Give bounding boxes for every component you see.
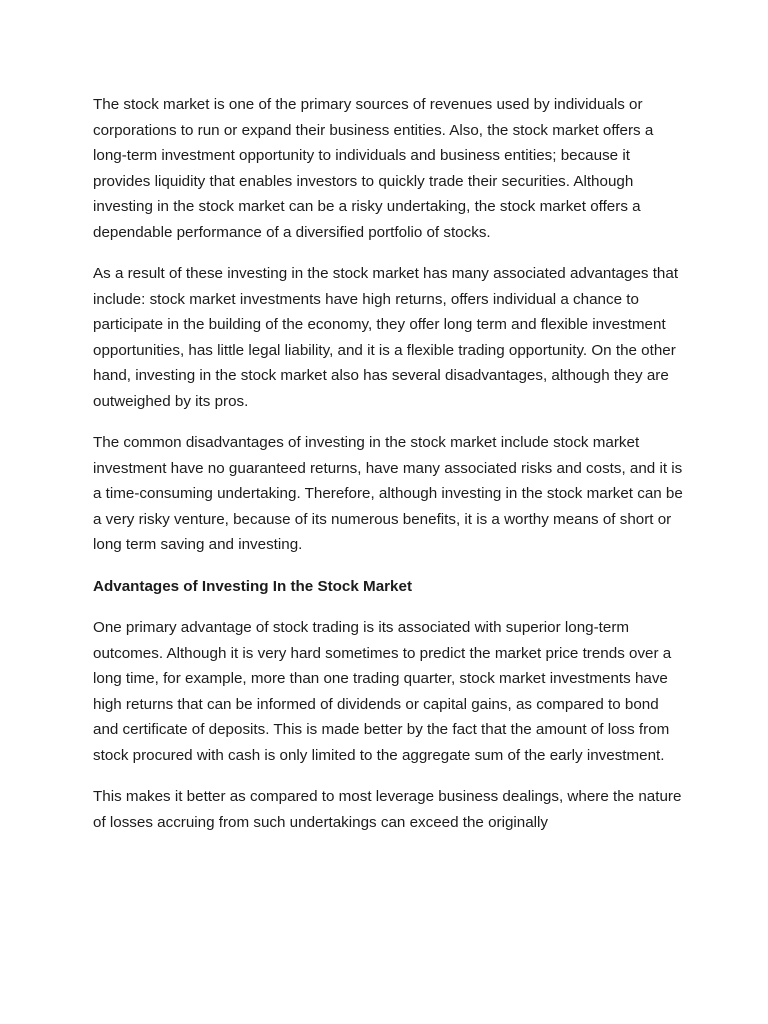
intro-paragraph-1: The stock market is one of the primary sources of revenues used by individuals or corporations to run or expand their business entities. Also, the stock market offers a long-term investment opportunity to individuals and business entities; because it provides liquidity that enables investors to quickly trade their securities. Although investing in the stock market can be a risky undertaking, the stock market offers a dependable performance of a diversified portfolio of stocks.: [93, 96, 654, 241]
section-heading: Advantages of Investing In the Stock Market: [93, 577, 413, 595]
section-paragraph-2: This makes it better as compared to most leverage business dealings, where the nature of losses accruing from such undertakings can exceed the originally: [93, 788, 682, 831]
document-page: [93, 92, 683, 851]
section-paragraph-1: One primary advantage of stock trading is its associated with superior long-term outcomes. Although it is very hard sometimes to predict the market price trends over a long time, for example, more than one trading quarter, stock market investments have high returns that can be informed of dividends or capital gains, as compared to bond and certificate of deposits. This is made better by the fact that the amount of loss from stock procured with cash is only limited to the aggregate sum of the early investment.: [93, 619, 672, 764]
intro-paragraph-3: The common disadvantages of investing in the stock market include stock market investment have no guaranteed returns, have many associated risks and costs, and it is a time-consuming undertaking. Therefore, although investing in the stock market can be a very risky venture, because of its numerous benefits, it is a worthy means of short or long term saving and investing.: [93, 434, 683, 553]
intro-paragraph-2: As a result of these investing in the stock market has many associated advantages that include: stock market investments have high returns, offers individual a chance to participate in the building of the economy, they offer long term and flexible investment opportunities, has little legal liability, and it is a flexible trading opportunity. On the other hand, investing in the stock market also has several disadvantages, although they are outweighed by its pros.: [93, 265, 679, 410]
